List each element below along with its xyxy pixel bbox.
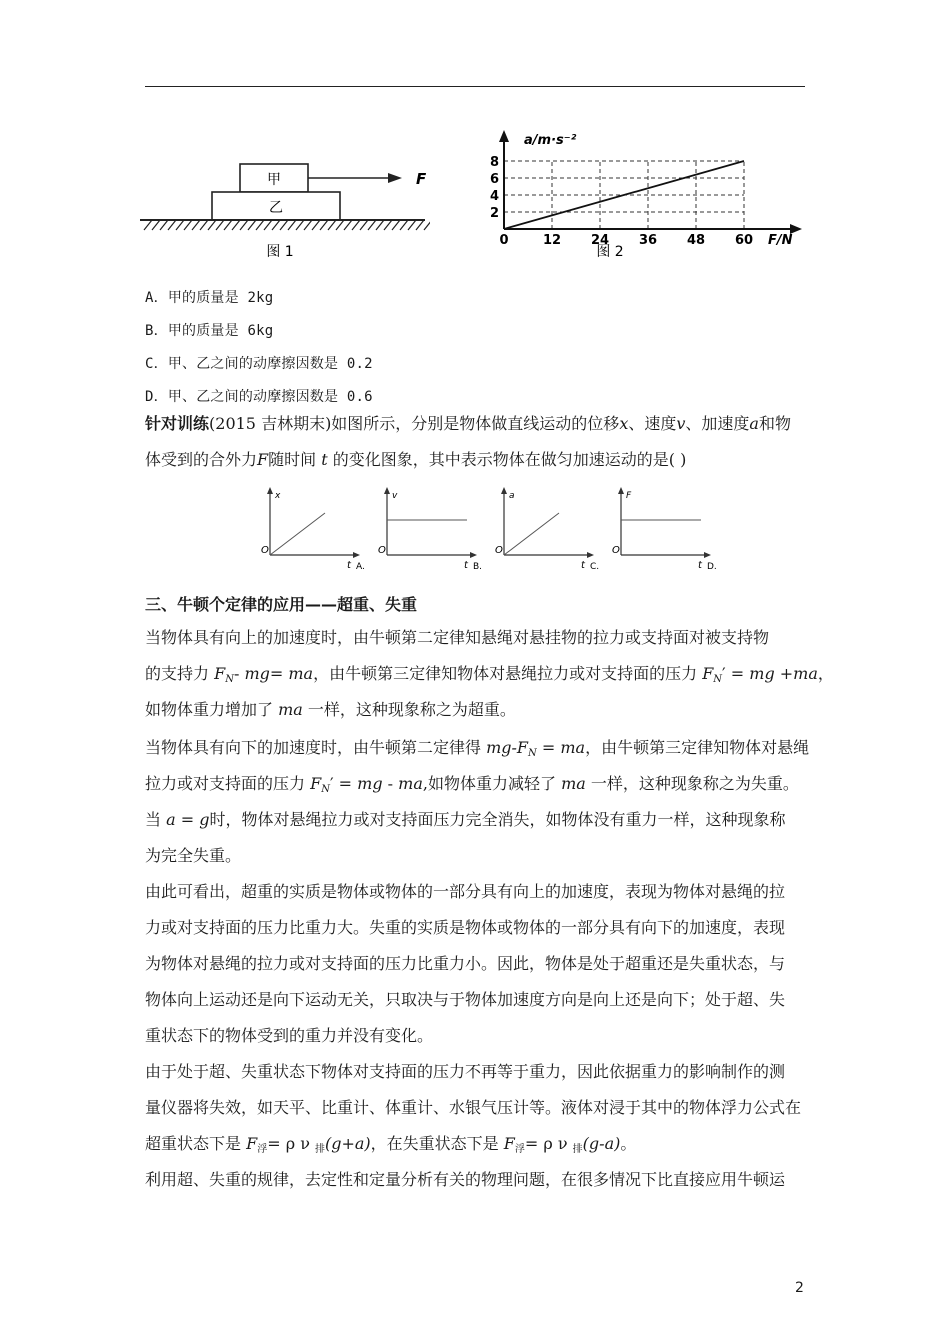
text: 一样，这种现象称之为失重。 [585,774,799,793]
axis-arrow-icon [618,487,624,494]
text: = [175,810,200,829]
text: 如物体重力增加了 [145,700,279,719]
text-line: 力或对支持面的压力比重力大。失重的实质是物体或物体的一部分具有向下的加速度，表现 [145,918,786,937]
text: ′ = [329,774,358,793]
hatch-line [200,220,208,230]
var: F [214,664,226,683]
block-yi-label: 乙 [269,200,283,216]
axis-arrow-icon [501,487,507,494]
text-line: 为完全失重。 [145,846,242,865]
var-t: t [321,450,328,469]
axis-arrow-icon [267,487,273,494]
text: (2015 吉林期末)如图所示，分别是物体做直线运动的位移 [209,414,620,433]
text: ，由牛顿第三定律知物体对悬绳 [585,738,810,757]
paragraph-overweight [145,620,834,728]
var: (g-a) [582,1134,621,1153]
text-line: 重状态下的物体受到的重力并没有变化。 [145,1026,434,1045]
figure-2-chart [470,126,815,261]
graph-origin-label: O [378,545,386,556]
text: - [233,664,245,683]
sub: N [713,674,723,685]
hatch-line [416,220,424,230]
option-b: B．甲的质量是 6kg [145,323,274,339]
option-c: C．甲、乙之间的动摩擦因数是 0.2 [145,356,373,372]
hatch-line [344,220,352,230]
hatch-line [192,220,200,230]
text: 时，物体对悬绳拉力或对支持面压力完全消失，如物体没有重力一样，这种现象称 [209,810,786,829]
text: = [725,664,750,683]
y-axis-arrow-icon [499,130,509,142]
var-v: v [676,414,686,433]
page-number: 2 [795,1280,804,1296]
text: 体受到的合外力 [145,450,258,469]
text: 当 [145,810,167,829]
hatch-line [280,220,288,230]
paragraph-essence [145,874,810,1054]
hatch-line [256,220,264,230]
sub: 排 [315,1144,325,1155]
figure-1-caption: 图 1 [266,244,294,260]
var: mg [244,664,270,683]
hatch-line [264,220,272,230]
var: ma [561,774,586,793]
y-tick-label: 6 [489,172,499,187]
hatch-line [296,220,304,230]
origin-label: 0 [499,233,509,248]
exercise-line-1 [145,406,810,442]
text: 和物 [758,414,791,433]
axis-arrow-icon [704,552,711,558]
text: ′ [722,664,726,683]
motion-graph-d [612,487,717,572]
exercise-line-2 [145,442,810,478]
graph-option-letter: D. [707,562,717,572]
var: ma [560,738,586,757]
text-line: 为物体对悬绳的拉力或对支持面的压力比重力小。因此，物体是处于超重还是失重状态，与 [145,954,786,973]
force-label: F [416,170,427,188]
paragraph-weightloss [145,730,810,874]
graph-y-label: v [392,491,398,501]
paragraph-instruments [145,1054,810,1162]
y-tick-label: 4 [489,189,499,204]
var: ma [288,664,314,683]
section-3-heading: 三、牛顿个定律的应用——超重、失重 [145,595,418,614]
text: 。 [620,1134,637,1153]
header-rule [145,86,805,87]
x-tick-label: 48 [686,233,706,248]
graph-option-letter: B. [473,562,483,572]
hatch-line [288,220,296,230]
hatch-line [424,220,430,230]
text: = [536,738,561,757]
sub: 浮 [514,1144,525,1155]
x-tick-label: 36 [638,233,658,248]
graph-t-label: t [581,560,585,571]
var: F [503,1134,515,1153]
hatch-line [176,220,184,230]
block-jia-label: 甲 [267,172,281,188]
text-line: 当物体具有向上的加速度时，由牛顿第二定律知悬绳对悬挂物的拉力或支持面对被支持物 [145,628,770,647]
graph-line [270,513,325,555]
y-tick-label: 8 [489,155,499,170]
text: ，在失重状态下是 [370,1134,504,1153]
option-d: D．甲、乙之间的动摩擦因数是 0.6 [145,389,373,405]
var: F [310,774,322,793]
graph-t-label: t [347,560,351,571]
hatch-line [168,220,176,230]
var-a: a [749,414,759,433]
arrow-head-icon [388,173,402,183]
text-line [145,802,810,838]
text: - [382,774,399,793]
var: g [199,810,210,829]
sub: N [528,748,537,759]
hatch-line [208,220,216,230]
hatch-line [328,220,336,230]
hatch-line [160,220,168,230]
graph-y-label: x [275,491,281,501]
graph-origin-label: O [261,545,269,556]
hatch-line [248,220,256,230]
x-tick-label: 24 [590,233,610,248]
text: = ρ ν [524,1134,573,1153]
graph-option-letter: A. [356,562,365,572]
var: mg [357,774,383,793]
exercise-lead: 针对训练 [145,414,210,433]
var: F [246,1134,258,1153]
var: a [166,810,176,829]
text: 、速度 [628,414,677,433]
var: mg [749,664,775,683]
text-line: 物体向上运动还是向下运动无关，只取决与于物体加速度方向是向上还是向下；处于超、失 [145,990,786,1009]
axis-arrow-icon [587,552,594,558]
hatch-line [392,220,400,230]
axis-arrow-icon [353,552,360,558]
graph-option-letter: C. [590,562,600,572]
hatch-line [336,220,344,230]
text-line: 利用超、失重的规律，去定性和定量分析有关的物理问题，在很多情况下比直接应用牛顿运 [145,1170,786,1189]
hatch-line [144,220,152,230]
text: 拉力或对支持面的压力 [145,774,311,793]
var: ma [398,774,423,793]
figure-2-caption: 图 2 [596,244,624,260]
hatch-line [272,220,280,230]
text: 的变化图象，其中表示物体在做匀加速运动的是( ) [327,450,687,469]
hatch-line [400,220,408,230]
axis-arrow-icon [470,552,477,558]
text: 的支持力 [145,664,215,683]
x-tick-label: 12 [542,233,562,248]
graph-origin-label: O [612,545,620,556]
ground-hatching [144,220,430,230]
sub: 浮 [257,1144,268,1155]
paragraph-application [145,1162,810,1198]
text: 一样，这种现象称之为超重。 [302,700,516,719]
graph-t-label: t [464,560,468,571]
text: 当物体具有向下的加速度时，由牛顿第二定律得 [145,738,487,757]
graph-y-label: a [509,491,515,501]
text-line [145,1126,810,1162]
text-line [145,730,810,766]
var-F: F [257,450,269,469]
graph-t-label: t [698,560,702,571]
text: ,如物体重力减轻了 [422,774,562,793]
text-line: 由于处于超、失重状态下物体对支持面的压力不再等于重力，因此依据重力的影响制作的测 [145,1062,786,1081]
hatch-line [216,220,224,230]
var-x: x [619,414,629,433]
hatch-line [408,220,416,230]
graph-y-label: F [626,491,632,501]
hatch-line [152,220,160,230]
text-line [145,656,834,692]
text-line [145,766,810,802]
text-line: 由此可看出，超重的实质是物体或物体的一部分具有向上的加速度，表现为物体对悬绳的拉 [145,882,786,901]
var: mg-F [486,738,529,757]
text: 、加速度 [685,414,750,433]
hatch-line [368,220,376,230]
axis-arrow-icon [384,487,390,494]
y-tick-label: 2 [489,206,499,221]
text: = ρ ν [267,1134,315,1153]
graph-origin-label: O [495,545,503,556]
y-axis-label: a/m·s⁻² [524,133,577,148]
motion-graph-c [495,487,599,572]
text-line [145,692,810,728]
text: 超重状态下是 [145,1134,247,1153]
graph-line [504,513,559,555]
hatch-line [352,220,360,230]
option-a: A．甲的质量是 2kg [145,290,274,306]
hatch-line [376,220,384,230]
hatch-line [312,220,320,230]
hatch-line [304,220,312,230]
text: ， [817,664,834,683]
var: (g+a) [325,1134,371,1153]
sub: N [321,784,330,795]
motion-graphs-row [232,480,717,575]
motion-graph-b [378,487,482,572]
hatch-line [320,220,328,230]
text-line: 量仪器将失效，如天平、比重计、体重计、水银气压计等。液体对浸于其中的物体浮力公式在 [145,1098,802,1117]
hatch-line [232,220,240,230]
text: ，由牛顿第三定律知物体对悬绳拉力或对支持面的压力 [313,664,703,683]
motion-graph-a [261,487,365,572]
var: F [702,664,714,683]
var: +ma [774,664,818,683]
exercise-paragraph [145,406,810,478]
hatch-line [184,220,192,230]
x-tick-label: 60 [734,233,754,248]
var: ma [278,700,303,719]
x-axis-label: F/N [768,233,793,248]
hatch-line [384,220,392,230]
sub: N [225,674,234,685]
text: = [269,664,289,683]
text: 随时间 [268,450,322,469]
hatch-line [224,220,232,230]
hatch-line [360,220,368,230]
sub: 排 [572,1144,583,1155]
hatch-line [240,220,248,230]
figure-1-blocks [140,150,430,265]
